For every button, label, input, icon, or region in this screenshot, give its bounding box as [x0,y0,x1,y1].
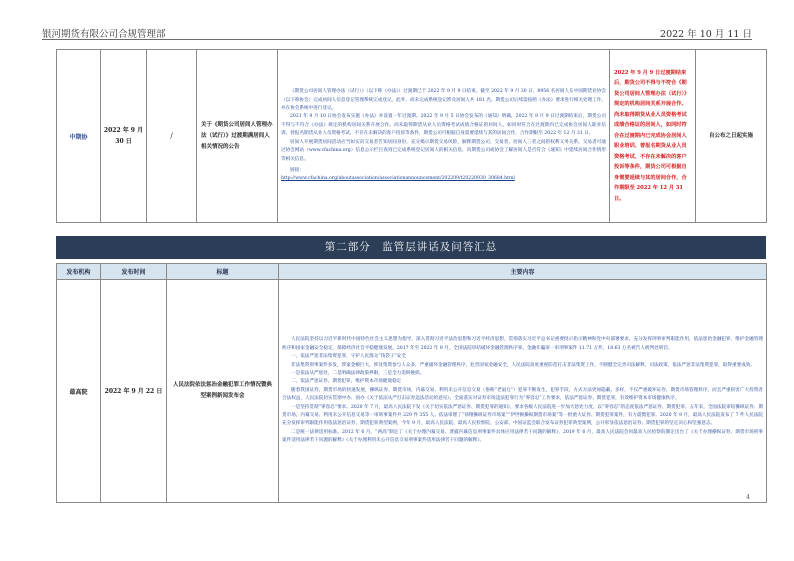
link-line [281,167,606,175]
speech-table [56,263,767,503]
header-org: 银河期货有限公司合规管理部 [42,29,166,40]
regulation-title: 关于《期货公司居间人管理办法（试行）》过渡期满居间人相关情况的公告 [197,50,278,223]
issue-date: 2022 年 9 月 30 日 [101,50,147,223]
table-row [57,50,767,223]
content-paragraph: 居间人开展期货居间活动应当如实向交易者告知居间身份，充分揭示期货交易风险，解释期货公司、交易者、居间人三者之间的权利义务关系。交易者可通过协会网站（www.cfachina.org）信息公示栏目查询已完成系统登记居间人的相关信息，向期货公司或协会了解居间人是否符合《通知》中延续居间合作情形等相关信息。 [281,139,606,162]
content-paragraph: 人民法院坚持以习近平新时代中国特色社会主义思想为指导，深入贯彻习近平法治思想和习近平经济思想，贯彻落实习近平总书记重要批示指示精神和党中央部署要求，充分发挥刑事审判职能作用，依法惩治金融犯罪，维护金融管理秩序和国家金融安全稳定，保障经济社会平稳健康发展。2017 年至 2022 年 8 月，全国法院审结破坏金融管理秩序罪、金融诈骗罪一审刑事案件 11.71 万件，18.63 万名被告人被判处刑罚。 [282,337,763,351]
header-date: 2022 年 10 月 11 日 [660,29,752,40]
table-header-row [57,264,767,280]
issuing-org: 最高院 [57,280,101,503]
content-paragraph: 非法集资刑事案件多发，涉案金额巨大，涉及集资参与人众多，严重破坏金融管理秩序，危害国家金融安全，人民法院高度重视防范打击非法集资工作，不断健全完善司法解释，司法政策，依法严惩非法集资犯罪，取得重要成效。 [291,362,755,368]
col-header-content: 主要内容 [279,264,767,280]
content-paragraph: 一是依法从严惩处，二是明确法律政策界限，三是全力追赃挽损。 [291,370,425,376]
col-header-org: 发布机构 [57,264,101,280]
issue-date: 2022 年 9 月 22 日 [101,280,167,503]
content-paragraph: 2021 年 9 月 10 日协会发布实施《办法》并设置一年过渡期。2022 年 9 月 5 日协会发布的《通知》明确，2022 年 9 月 9 日过渡期结束后，期货公司不得与不符合《办法》规定的机构居间关系开展合作。尚未取得期货从业人员资格考试成绩合格证的居间人，如同时符合在过渡期内已完成协会居间人职业培训、曾报名期货从业人员资格考试、不存在未解决的客户投诉等条件，期货公司可根据自身需要延续与其的居间合作，合作期限至 2022 年 12 月 31 日。 [281,114,606,137]
link-label: 链接： [290,167,304,173]
content-paragraph: 一是坚持贯彻“零容忍”要求。2020 年 7 月，最高人民法院下发《关于切实依法严惩证券、期货犯罪的通知》，要求各级人民法院进一步加大惩处力度，以“零容忍”的态度依法严惩证券、期货犯罪。五年来，全国法院审结操纵证券、期货市场，内幕交易、利用未公开信息交易等一审刑事案件共 229 件 355 人。依法审理了“徐翔操纵证券市场案”“伊世顿操纵期货市场案”等一批重大证券、期货犯罪案件，有力震慑犯罪。2020 年 9 月，最高人民法院发布了 7 件人民法院充分发挥审判职能作用依法惩治证券、期货犯罪典型案例，今年 9 月，最高人民法院、最高人民检察院、公安部、中国证监会联合发布证券犯罪典型案例，公开彰显依法惩治证券、期货犯罪的坚定决心和坚强意志。 [282,404,763,427]
page-number: 4 [746,494,750,501]
content-paragraph: 随着我国证券、期货市场的快速发展，操纵证券、期货市场，内幕交易、利用未公开信息交易（俗称“老鼠仓”）犯罪不断发生，犯罪手段、方式方法更加隐蔽、多样，不仅严重破坏证券、期货市场管理秩序，而且严重损害广大投资者合法权益，人民法院切实贯彻中办、国办《关于依法从严打击证券违法活动的意见》，全面落实对证券市场违法犯罪行为“零容忍”工作要求，依法严惩证券、期货犯罪，有效维护资本市场健康秩序。 [282,387,763,402]
speech-content [279,280,767,503]
doc-number: / [147,50,197,223]
content-heading: 二、依法严惩证券、期货犯罪，维护资本市场健康稳定 [291,379,402,385]
issuing-org: 中期协 [57,50,101,223]
header-divider [42,39,752,40]
content-paragraph: 二是统一法律适用标准。2012 年 6 月，“两高”制定了《关于办理内幕交易、泄露内幕信息刑事案件具体应用法律若干问题的解释》，2019 年 6 月，最高人民法院会同最高人民检察院制定出台了《关于办理操纵证券、期货市场刑事案件适用法律若干问题的解释》《关于办理利用未公开信息交易刑事案件适用法律若干问题的解释》。 [282,429,763,444]
speech-title: 人民法院依法惩治金融犯罪工作情况暨典型案例新闻发布会 [167,280,279,503]
content-heading: 一、依法严惩非法集资犯罪，守护人民群众“钱袋子”安全 [291,354,406,360]
source-link[interactable] [281,175,606,183]
regulation-content [278,50,610,223]
col-header-date: 发布时间 [101,264,167,280]
source-link-text[interactable]: http://www.cfachina.org/aboutassociation/associationannouncement/202209/t20220930_30684.html [281,176,515,182]
effective-note: 自公布之日起实施 [696,50,767,223]
col-header-title: 标题 [167,264,279,280]
key-points: 2022 年 9 月 9 日过渡期结束后，期货公司不得与不符合《期货公司居间人管理办法（试行）》规定的机构居间关系开展合作。尚未取得期货从业人员资格考试成绩合格证的居间人，如同时符合在过渡期内已完成协会居间人职业培训、曾报名期货从业人员资格考试、不存在未解决的客户投诉等条件，期货公司可根据自身需要延续与其的居间合作，合作期限至 2022 年 12 月 31 日。 [610,50,696,223]
content-paragraph: 《期货公司居间人管理办法（试行）》（以下称《办法》）过渡期已于 2022 年 9 月 9 日结束。截至 2022 年 9 月 30 日，8956 名居间人在中国期货业协会（以下称协会）完成居间人信息登记管理系统完成登记。此外，尚未完成系统登记涉及居间人共 181 名，期货公司后续需按照《办法》要求进行相关处理工作，并在协会系统中进行登记。 [281,89,606,112]
table-row [57,280,767,503]
regulation-table [56,49,767,223]
section-banner: 第二部分 监管层讲话及问答汇总 [56,236,766,259]
